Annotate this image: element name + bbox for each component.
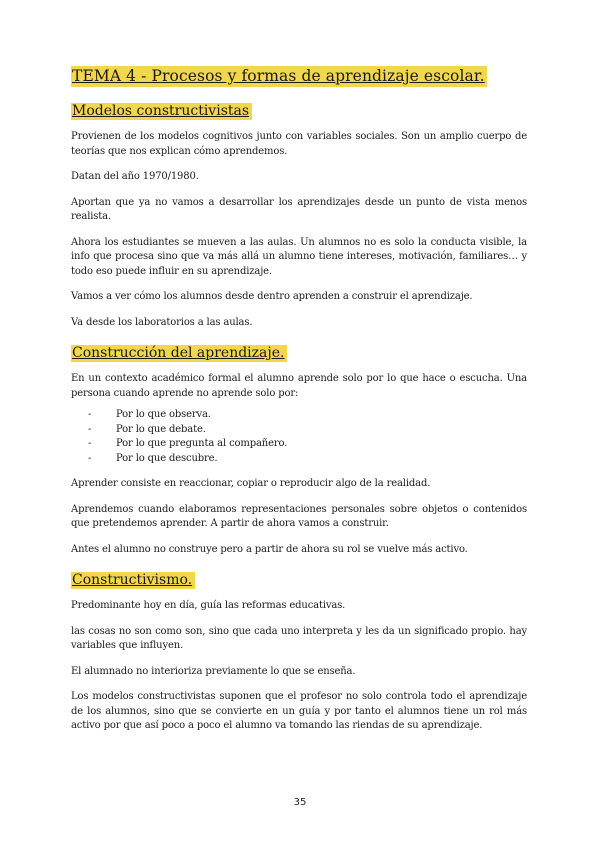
paragraph: Los modelos constructivistas suponen que el profesor no solo controla todo el aprendizaje de los alumnos, sino que se convierte en un guía y por tanto el alumnos tiene un rol más activo por que así poco a poco el alumno va tomando las riendas de su aprendizaje. [71,691,527,731]
list-item: - Por lo que debate. [71,423,527,438]
paragraph: El alumnado no interioriza previamente lo que se enseña. [71,665,356,677]
paragraph: Datan del año 1970/1980. [71,171,199,182]
paragraph: Provienen de los modelos cognitivos junto con variables sociales. Son un amplio cuerpo de teorías que nos explican cómo aprendemos. [71,131,527,157]
paragraph: Antes el alumno no construye pero a partir de ahora su rol se vuelve más activo. [71,543,468,555]
paragraph: En un contexto académico formal el alumno aprende solo por lo que hace o escucha. Una persona cuando aprende no aprende solo por: [71,373,527,399]
paragraph: Predominante hoy en día, guía las reformas educativas. [71,600,346,611]
section-heading-construccion: Construcción del aprendizaje. [71,345,287,362]
paragraph: Aprender consiste en reaccionar, copiar o reproducir algo de la realidad. [71,478,431,489]
list-marker: - [88,438,92,449]
page-number: 35 [293,797,307,808]
section-heading-modelos: Modelos constructivistas [71,103,252,120]
list-item: - Por lo que observa. [71,408,527,423]
paragraph: Va desde los laboratorios a las aulas. [71,316,253,328]
list-marker: - [88,423,92,435]
paragraph: Aprendemos cuando elaboramos representaciones personales sobre objetos o contenidos que pretendemos aprender. A partir de ahora vamos a construir. [71,503,527,529]
list-item: - Por lo que descubre. [71,452,527,467]
document-title: TEMA 4 - Procesos y formas de aprendizaje escolar. [72,67,485,85]
list-marker: - [88,409,92,420]
section-heading-constructivismo: Constructivismo. [71,572,195,589]
page-content [71,66,527,745]
paragraph: Vamos a ver cómo los alumnos desde dentro aprenden a construir el aprendizaje. [71,291,473,302]
paragraph: Ahora los estudiantes se mueven a las aulas. Un alumnos no es solo la conducta visible, la info que procesa sino que va más allá un alumno tiene intereses, motivación, familiares… y todo eso puede influir en su aprendizaje. [71,236,527,277]
list-marker: - [88,452,92,464]
paragraph: las cosas no son como son, sino que cada uno interpreta y les da un significado propio. hay variables que influyen. [71,625,527,651]
paragraph: Aportan que ya no vamos a desarrollar los aprendizajes desde un punto de vista menos realista. [71,196,527,222]
bullet-list [71,408,527,466]
list-item: - Por lo que pregunta al compañero. [71,437,527,452]
